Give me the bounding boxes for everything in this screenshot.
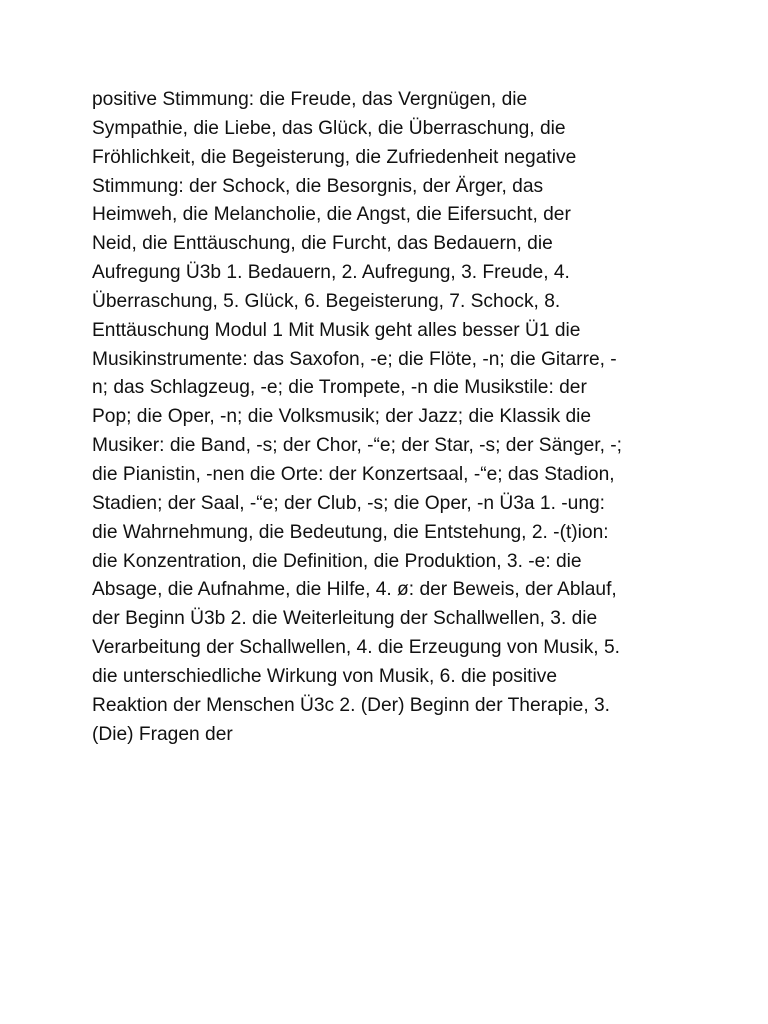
text-line: Neid, die Enttäuschung, die Furcht, das Bedauern, die: [92, 233, 553, 255]
text-line: Aufregung Ü3b 1. Bedauern, 2. Aufregung, 3. Freude, 4.: [92, 262, 570, 284]
text-line: Fröhlichkeit, die Begeisterung, die Zufriedenheit negative: [92, 146, 577, 168]
text-line: Überraschung, 5. Glück, 6. Begeisterung, 7. Schock, 8.: [92, 290, 561, 312]
body-text: [92, 86, 682, 749]
text-line: Enttäuschung Modul 1 Mit Musik geht alles besser Ü1 die: [92, 319, 581, 341]
text-line: Reaktion der Menschen Ü3c 2. (Der) Beginn der Therapie, 3.: [92, 694, 610, 716]
text-line: Absage, die Aufnahme, die Hilfe, 4. ø: der Beweis, der Ablauf,: [92, 579, 617, 601]
text-line: Stimmung: der Schock, die Besorgnis, der Ärger, das: [92, 175, 544, 197]
text-line: Pop; die Oper, -n; die Volksmusik; der Jazz; die Klassik die: [92, 406, 592, 428]
text-line: die Konzentration, die Definition, die Produktion, 3. -e: die: [92, 550, 582, 572]
text-line: die Wahrnehmung, die Bedeutung, die Entstehung, 2. -(t)ion:: [92, 521, 609, 543]
text-line: die Pianistin, -nen die Orte: der Konzertsaal, -“e; das Stadion,: [92, 463, 615, 485]
text-line: Musikinstrumente: das Saxofon, -e; die Flöte, -n; die Gitarre, -: [92, 348, 617, 370]
text-line: Verarbeitung der Schallwellen, 4. die Erzeugung von Musik, 5.: [92, 637, 620, 659]
text-line: (Die) Fragen der: [92, 723, 233, 745]
text-line: Heimweh, die Melancholie, die Angst, die Eifersucht, der: [92, 204, 571, 226]
text-line: positive Stimmung: die Freude, das Vergnügen, die: [92, 89, 528, 110]
text-line: der Beginn Ü3b 2. die Weiterleitung der Schallwellen, 3. die: [92, 608, 598, 630]
text-line: n; das Schlagzeug, -e; die Trompete, -n die Musikstile: der: [92, 377, 587, 399]
text-line: die unterschiedliche Wirkung von Musik, 6. die positive: [92, 665, 557, 687]
text-line: Sympathie, die Liebe, das Glück, die Überraschung, die: [92, 117, 566, 139]
text-line: Stadien; der Saal, -“e; der Club, -s; die Oper, -n Ü3a 1. -ung:: [92, 492, 605, 514]
text-line: Musiker: die Band, -s; der Chor, -“e; der Star, -s; der Sänger, -;: [92, 435, 623, 457]
